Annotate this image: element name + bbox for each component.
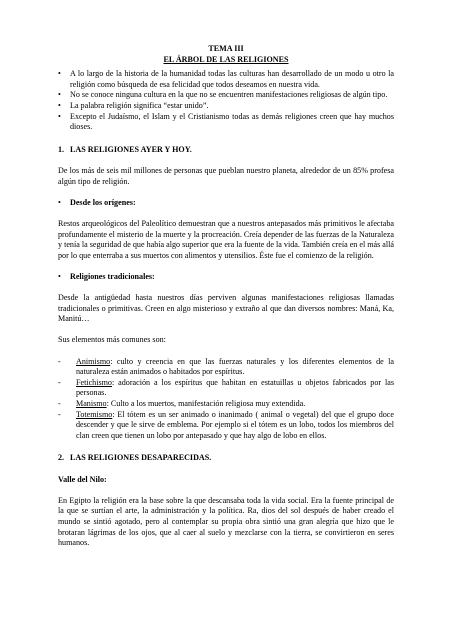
origins-heading: • Desde los orígenes: <box>58 198 394 209</box>
document-page <box>58 44 394 549</box>
list-item: • A lo largo de la historia de la humanidad todas las culturas han desarrollado de un modo u otro la religión como búsqueda de esa felicidad que todos deseamos en nuestra vida. <box>58 69 394 90</box>
elements-intro: Sus elementos más comunes son: <box>58 335 166 345</box>
title-line-1: TEMA III <box>208 44 244 53</box>
elements-list <box>58 357 394 442</box>
list-item: • La palabra religión significa “estar unido”. <box>58 101 394 112</box>
section-1-title: LAS RELIGIONES AYER Y HOY. <box>70 144 192 154</box>
element-term: Manismo <box>76 399 107 408</box>
list-item: • No se conoce ninguna cultura en la que no se encuentren manifestaciones religiosas de algún tipo. <box>58 90 394 101</box>
document-title <box>58 44 394 65</box>
list-item <box>58 357 394 378</box>
list-item <box>58 410 394 442</box>
element-text: : Culto a los muertos, manifestación religiosa muy extendida. <box>106 399 306 408</box>
nile-paragraph: En Egipto la religión era la base sobre la que descansaba toda la vida social. Era la fuente principal de la que se surtían el arte, la administración y la política. Ra, dios del sol después de haber creado el mundo se sintió agotado, pero al contemplar su propia obra sintió una gran alegría que hizo que le brotaran lágrimas de los ojos, que al caer al suelo y mezclarse con la tierra, se convirtieron en seres humanos. <box>58 495 394 548</box>
element-term: Totemismo <box>76 409 113 419</box>
traditional-paragraph: Desde la antigüedad hasta nuestros días perviven algunas manifestaciones religiosas llamadas tradicionales o primitivas. Creen en algo misterioso y extraño al que dan diversos nombres: Maná, Ka, Manitú… <box>58 293 394 324</box>
element-text: : adoración a los espíritus que habitan en estatuillas u objetos fabricados por las personas. <box>76 377 394 398</box>
title-line-2: EL ÁRBOL DE LAS RELIGIONES <box>163 54 289 64</box>
list-item: • Excepto el Judaísmo, el Islam y el Cristianismo todas as demás religiones creen que hay muchos dioses. <box>58 112 394 133</box>
section-2-title: LAS RELIGIONES DESAPARECIDAS. <box>70 453 212 463</box>
element-term: Fetichismo <box>76 377 112 387</box>
traditional-heading: • Religiones tradicionales: <box>58 272 394 283</box>
list-item <box>58 378 394 399</box>
element-text: : El tótem es un ser animado o inanimado ( animal o vegetal) del que el grupo doce descender y que le sirve de emblema. Por ejemplo si el tótem es un lobo, todos los miembros del clan creen que tienen un lobo por antepasado y que hay algo de lobo en ellos. <box>76 409 394 440</box>
intro-bullet-list <box>58 69 394 133</box>
section-2-number: 2. <box>58 453 65 463</box>
section-1-heading <box>58 145 394 156</box>
origins-paragraph: Restos arqueológicos del Paleolítico demuestran que a nuestros antepasados más primitivos le afectaba profundamente el misterio de la muerte y la procreación. Creía depender de las fuerzas de la Naturaleza y tenía la seguridad de que había algo superior que era la fuente de la vida. También creía en el más allá por lo que enterraba a sus muertos con alimentos y utensilios. Éste fue el comienzo de la religión. <box>58 218 394 260</box>
section-1-paragraph: De los más de seis mil millones de personas que pueblan nuestro planeta, alrededor de un 85% profesa algún tipo de religión. <box>58 165 394 186</box>
element-text: : culto y creencia en que las fuerzas naturales y los diferentes elementos de la naturaleza están animados o habitados por espíritus. <box>76 356 394 377</box>
nile-heading: Valle del Nilo: <box>58 474 107 484</box>
list-item <box>58 399 394 410</box>
element-term: Animismo <box>76 356 111 366</box>
section-2-heading <box>58 453 394 464</box>
section-1-number: 1. <box>58 144 65 154</box>
